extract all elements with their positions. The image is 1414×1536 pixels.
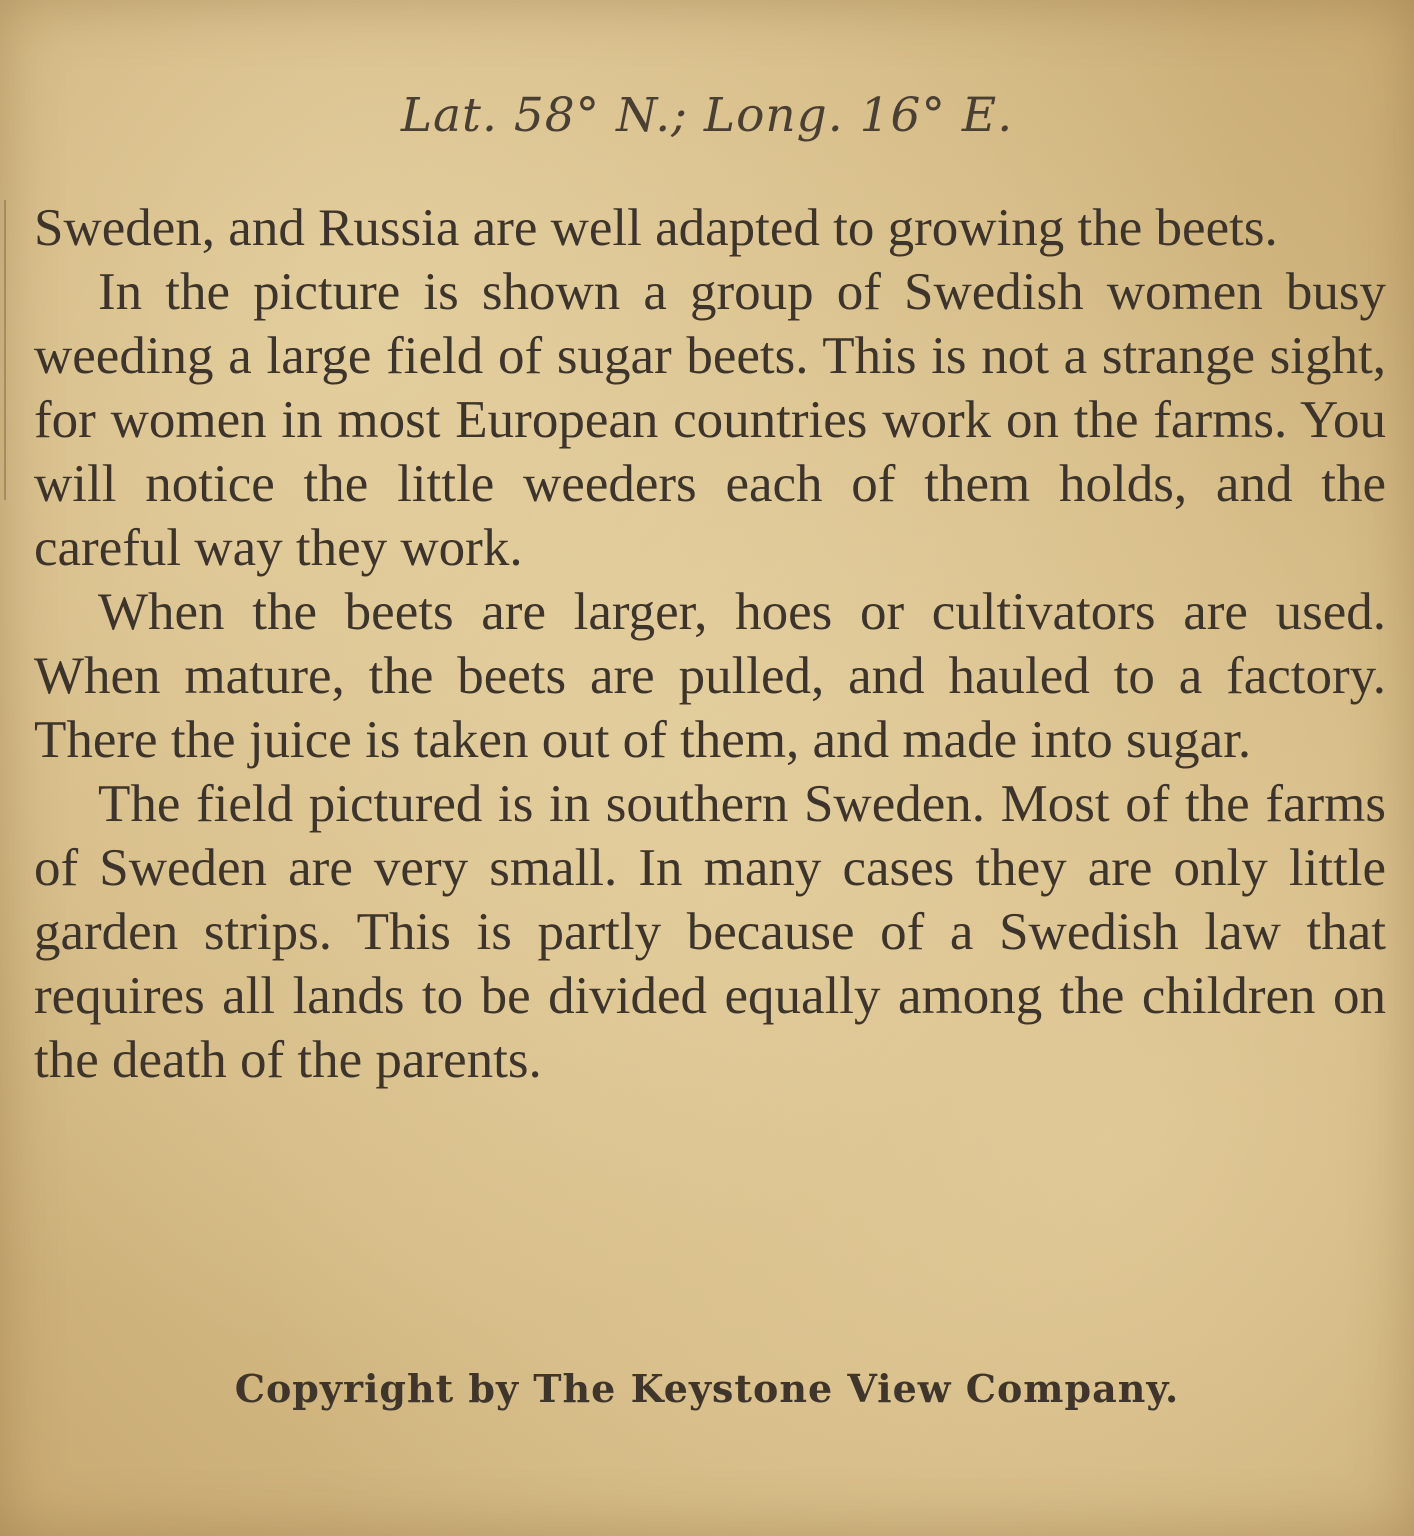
card-edge-crease — [4, 200, 6, 500]
coordinates-heading: Lat. 58° N.; Long. 16° E. — [400, 88, 1014, 143]
copyright-notice: Copyright by The Keystone View Company. — [234, 1366, 1180, 1411]
description-text — [34, 196, 1386, 1092]
paragraph-2: In the picture is shown a group of Swedish women busy weeding a large field of sugar beets. This is not a strange sight, for women in most European countries work on the farms. You will notice the little weeders each of them holds, and the careful way they work. — [34, 263, 1386, 577]
paragraph-1: Sweden, and Russia are well adapted to growing the beets. — [34, 199, 1278, 257]
paragraph-3: When the beets are larger, hoes or cultivators are used. When mature, the beets are pulled, and hauled to a factory. There the juice is taken out of them, and made into sugar. — [34, 583, 1386, 769]
paragraph-4: The field pictured is in southern Sweden. Most of the farms of Sweden are very small. In many cases they are only little garden strips. This is partly because of a Swedish law that requires all lands to be divided equally among the children on the death of the parents. — [34, 775, 1386, 1089]
